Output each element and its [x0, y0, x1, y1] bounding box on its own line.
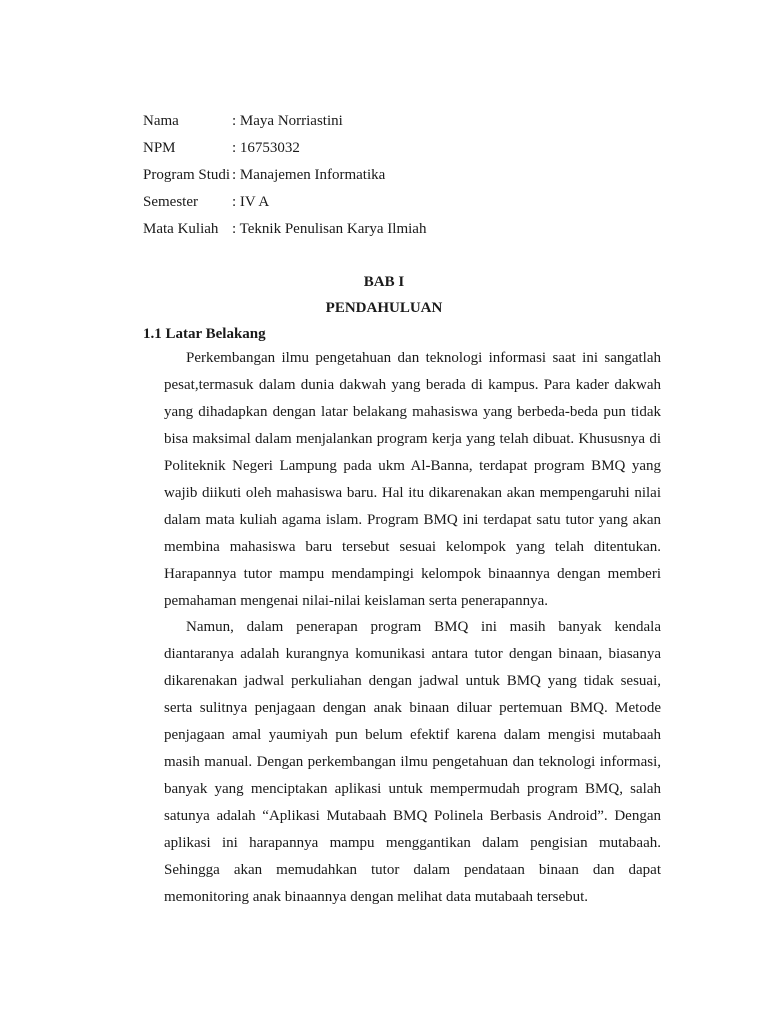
section-title: 1.1 Latar Belakang — [143, 326, 266, 342]
identity-value: : Teknik Penulisan Karya Ilmiah — [232, 221, 427, 237]
identity-row-program-studi — [143, 162, 426, 189]
identity-value: : Maya Norriastini — [232, 113, 343, 129]
identity-label: Program Studi — [143, 167, 231, 183]
identity-row-npm — [143, 135, 426, 162]
identity-value: : IV A — [232, 194, 270, 210]
chapter-title: PENDAHULUAN — [325, 300, 443, 316]
identity-label: Mata Kuliah — [143, 221, 219, 237]
identity-row-semester — [143, 189, 426, 216]
identity-label: NPM — [143, 140, 176, 156]
identity-label: Nama — [143, 113, 179, 129]
identity-row-nama — [143, 108, 426, 135]
paragraph: Perkembangan ilmu pengetahuan dan teknologi informasi saat ini sangatlah pesat,termasuk dalam dunia dakwah yang berada di kampus. Para kader dakwah yang dihadapkan dengan latar belakang mahasiswa yang berbeda-beda pun tidak bisa maksimal dalam menjalankan program kerja yang telah dibuat. Khususnya di Politeknik Negeri Lampung pada ukm Al-Banna, terdapat program BMQ yang wajib diikuti oleh mahasiswa baru. Hal itu dikarenakan akan mempengaruhi nilai dalam mata kuliah agama islam. Program BMQ ini terdapat satu tutor yang akan membina mahasiswa baru tersebut sesuai kelompok yang telah ditentukan. Harapannya tutor mampu mendampingi kelompok binaannya dengan memberi pemahaman mengenai nilai-nilai keislaman serta penerapannya. — [164, 350, 661, 609]
identity-row-mata-kuliah — [143, 216, 426, 243]
chapter-number: BAB I — [363, 274, 405, 290]
paragraph: Namun, dalam penerapan program BMQ ini masih banyak kendala diantaranya adalah kurangnya komunikasi antara tutor dengan binaan, biasanya dikarenakan jadwal perkuliahan dengan jadwal untuk BMQ yang tidak sesuai, serta sulitnya penjagaan dengan anak binaan diluar pertemuan BMQ. Metode penjagaan amal yaumiyah pun belum efektif karena dalam mengisi mutabaah masih manual. Dengan perkembangan ilmu pengetahuan dan teknologi informasi, banyak yang menciptakan aplikasi untuk mempermudah program BMQ, salah satunya adalah “Aplikasi Mutabaah BMQ Polinela Berbasis Android”. Dengan aplikasi ini harapannya mampu menggantikan dalam pengisian mutabaah. Sehingga akan memudahkan tutor dalam pendataan binaan dan dapat memonitoring anak binaannya dengan melihat data mutabaah tersebut. — [164, 619, 661, 905]
identity-value: : Manajemen Informatika — [232, 167, 386, 183]
identity-value: : 16753032 — [232, 140, 300, 156]
student-identity — [143, 108, 426, 243]
identity-label: Semester — [143, 194, 198, 210]
